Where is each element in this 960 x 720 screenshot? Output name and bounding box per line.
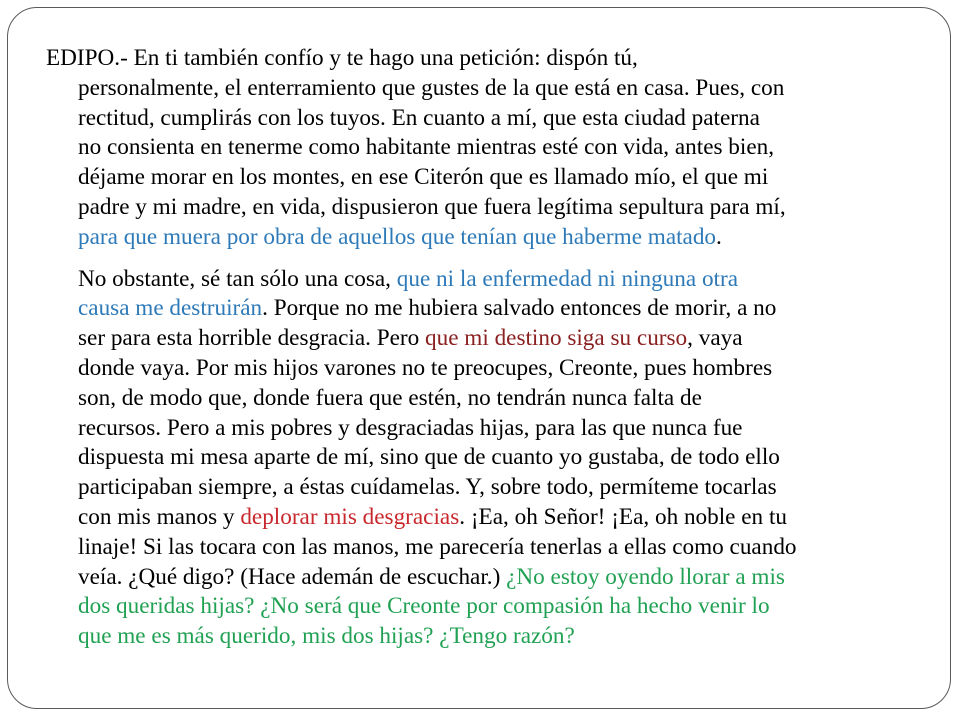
text-line: [78, 265, 956, 295]
text-segment: rectitud, cumplirás con los tuyos. En cuanto a mí, que esta ciudad paterna: [78, 104, 760, 131]
text-line: [78, 294, 956, 324]
text-segment: . ¡Ea, oh Señor! ¡Ea, oh noble en tu: [459, 503, 787, 530]
text-segment: son, de modo que, donde fuera que estén, no tendrán nunca falta de: [78, 384, 702, 411]
text-segment: déjame morar en los montes, en ese Citerón que es llamado mío, el que mi: [78, 164, 769, 191]
highlighted-text-blue: que ni la enfermedad ni ninguna otra: [396, 265, 739, 292]
text-line: [78, 563, 956, 593]
text-line: [78, 324, 956, 354]
text-segment: linaje! Si las tocara con las manos, me parecería tenerlas a ellas como cuando: [78, 533, 797, 560]
slide-frame: [7, 7, 951, 709]
text-segment: personalmente, el enterramiento que gustes de la que está en casa. Pues, con: [78, 74, 785, 101]
text-line: [78, 193, 956, 223]
text-segment: . Porque no me hubiera salvado entonces de morir, a no: [262, 295, 777, 322]
text-segment: padre y mi madre, en vida, dispusieron que fuera legítima sepultura para mí,: [78, 193, 786, 220]
highlighted-text-red: deplorar mis desgracias: [240, 503, 460, 530]
text-segment: , vaya: [687, 325, 743, 352]
highlighted-text-green: ¿No estoy oyendo llorar a mis: [506, 563, 785, 590]
text-line: [78, 473, 956, 503]
highlighted-text-green: que me es más querido, mis dos hijas? ¿Tengo razón?: [78, 623, 575, 650]
text-line: [46, 44, 956, 74]
text-segment: EDIPO.- En ti también confío y te hago una petición: dispón tú,: [46, 45, 638, 71]
text-line: [78, 354, 956, 384]
text-segment: donde vaya. Por mis hijos varones no te preocupes, Creonte, pues hombres: [78, 354, 773, 381]
paragraph-edipo-request: [46, 44, 956, 253]
text-body: [46, 44, 956, 652]
highlighted-text-green: dos queridas hijas? ¿No será que Creonte por compasión ha hecho venir lo: [78, 593, 770, 620]
text-segment: veía. ¿Qué digo? (Hace ademán de escuchar.): [78, 563, 507, 590]
text-segment: no consienta en tenerme como habitante mientras esté con vida, antes bien,: [78, 134, 775, 161]
text-line: [78, 223, 956, 253]
text-line: [78, 533, 956, 563]
text-segment: .: [716, 223, 722, 250]
highlighted-text-maroon: que mi destino siga su curso: [425, 325, 688, 352]
text-line: [78, 414, 956, 444]
text-segment: con mis manos y: [78, 503, 241, 530]
text-line: [78, 622, 956, 652]
text-line: [78, 592, 956, 622]
text-line: [78, 163, 956, 193]
text-line: [78, 443, 956, 473]
text-segment: No obstante, sé tan sólo una cosa,: [78, 265, 397, 292]
paragraph-edipo-daughters: [46, 265, 956, 652]
text-segment: participaban siempre, a éstas cuídamelas. Y, sobre todo, permíteme tocarlas: [78, 474, 777, 501]
text-line: [78, 74, 956, 104]
text-segment: recursos. Pero a mis pobres y desgraciadas hijas, para las que nunca fue: [78, 414, 743, 441]
text-line: [78, 104, 956, 134]
text-line: [78, 384, 956, 414]
text-line: [78, 133, 956, 163]
highlighted-text-blue: causa me destruirán: [78, 295, 263, 322]
highlighted-text-blue: para que muera por obra de aquellos que tenían que haberme matado: [78, 223, 717, 250]
text-segment: dispuesta mi mesa aparte de mí, sino que de cuanto yo gustaba, de todo ello: [78, 444, 780, 471]
text-line: [78, 503, 956, 533]
text-segment: ser para esta horrible desgracia. Pero: [78, 325, 426, 352]
